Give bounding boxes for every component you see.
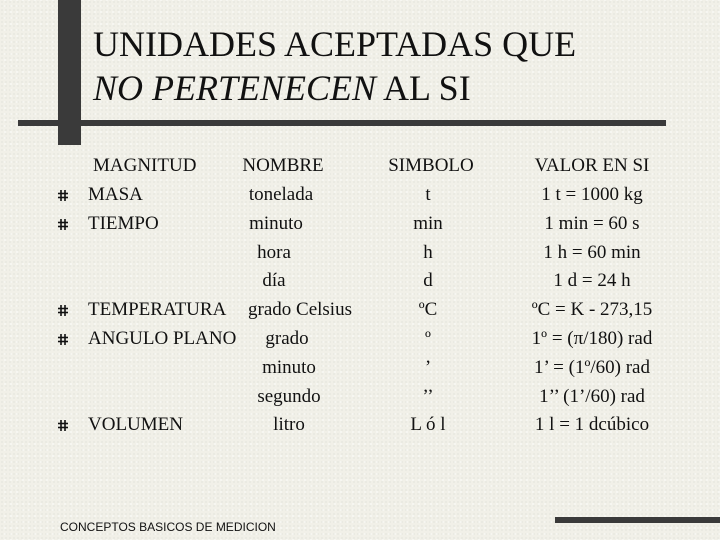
row-nombre: litro [273,414,305,436]
header-valor: VALOR EN SI [534,155,650,176]
slide-title [93,22,576,110]
row-magnitud: VOLUMEN [88,414,183,436]
hash-bullet-icon [58,334,68,345]
row-simbolo: ’ [424,356,432,378]
row-valor: 1 h = 60 min [543,241,641,263]
row-nombre: grado Celsius [248,299,352,321]
hash-bullet-icon [58,305,68,316]
row-valor: 1º = (π/180) rad [531,328,653,349]
row-valor: 1 l = 1 dcúbico [534,414,650,436]
header-nombre: NOMBRE [242,155,324,176]
title-line-2 [93,66,576,110]
row-valor: 1 d = 24 h [553,270,631,292]
footer-text: CONCEPTOS BASICOS DE MEDICION [60,520,276,534]
row-simbolo: ’’ [422,385,434,407]
row-valor: 1’ = (1º/60) rad [534,356,650,378]
row-magnitud: TEMPERATURA [88,299,227,321]
decorative-horizontal-bar [18,120,666,126]
row-simbolo: º [425,328,431,349]
row-valor: ºC = K - 273,15 [531,299,653,321]
row-nombre: segundo [257,385,321,407]
header-magnitud: MAGNITUD [93,155,197,176]
row-nombre: grado [265,328,309,349]
row-simbolo: d [423,270,433,292]
row-magnitud: ANGULO PLANO [88,328,237,349]
row-magnitud: TIEMPO [88,212,159,234]
row-simbolo: min [413,212,443,234]
title-line-1: UNIDADES ACEPTADAS QUE [93,24,577,64]
title-italic-part: NO PERTENECEN [93,68,377,108]
row-simbolo: t [425,184,431,205]
decorative-bottom-bar [555,517,720,523]
row-nombre: minuto [249,212,303,234]
title-line-2-rest: AL SI [376,68,471,108]
hash-bullet-icon [58,190,68,201]
row-magnitud: MASA [88,184,143,205]
row-valor: 1’’ (1’/60) rad [539,385,645,407]
row-simbolo: ºC [418,299,438,321]
header-simbolo: SIMBOLO [388,155,474,176]
row-nombre: día [262,270,286,292]
row-simbolo: h [423,241,433,263]
hash-bullet-icon [58,219,68,230]
row-simbolo: L ó l [410,414,446,436]
row-nombre: tonelada [248,184,314,205]
row-valor: 1 t = 1000 kg [541,184,643,205]
row-valor: 1 min = 60 s [544,212,640,234]
row-nombre: minuto [262,356,316,378]
row-nombre: hora [257,241,291,263]
hash-bullet-icon [58,420,68,431]
